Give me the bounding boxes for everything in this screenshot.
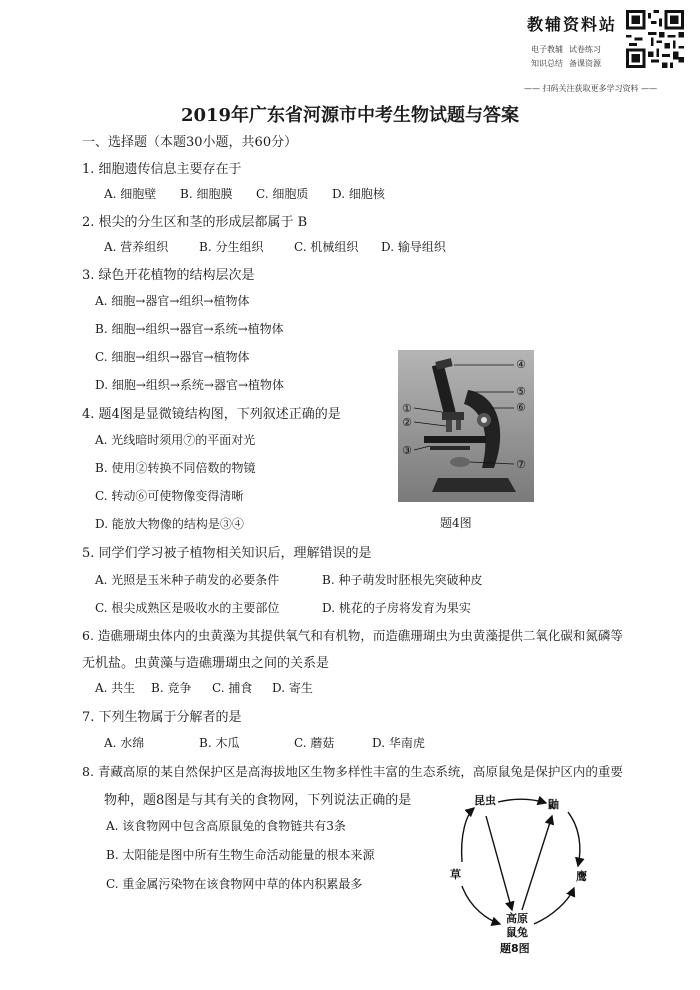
option: C. 捕食 xyxy=(212,681,253,695)
section-heading: 一、选择题（本题30小题，共60分） xyxy=(82,135,298,150)
option: C. 蘑菇 xyxy=(294,736,335,750)
option: A. 该食物网中包含高原鼠兔的食物链共有3条 xyxy=(106,819,346,833)
node-pika-line2: 鼠兔 xyxy=(506,926,528,939)
option: C. 细胞质 xyxy=(256,187,309,201)
figure4-caption: 题4图 xyxy=(440,516,472,530)
option: D. 华南虎 xyxy=(372,736,425,750)
option: D. 桃花的子房将发育为果实 xyxy=(322,601,471,615)
label-2: ② xyxy=(402,416,412,429)
option: B. 竞争 xyxy=(151,681,192,695)
question-stem: 6. 造礁珊瑚虫体内的虫黄藻为其提供氧气和有机物，而造礁珊瑚虫为虫黄藻提供二氧化碳和氮磷等 xyxy=(82,628,623,643)
node-bird: 鼬 xyxy=(548,798,559,811)
scan-note: —— 扫码关注获取更多学习资料 —— xyxy=(524,84,658,93)
option: C. 转动⑥可使物像变得清晰 xyxy=(95,489,244,503)
brand-tag: 电子教辅 xyxy=(531,45,563,54)
microscope-figure xyxy=(398,350,534,502)
page-title: 2019年广东省河源市中考生物试题与答案 xyxy=(180,105,520,126)
option: A. 共生 xyxy=(95,681,136,695)
option: A. 营养组织 xyxy=(104,240,169,254)
option: B. 细胞→组织→器官→系统→植物体 xyxy=(95,322,284,336)
question-stem: 5. 同学们学习被子植物相关知识后，理解错误的是 xyxy=(82,546,372,561)
option: A. 细胞壁 xyxy=(104,187,157,201)
option: B. 使用②转换不同倍数的物镜 xyxy=(95,461,256,475)
question-stem-continued: 物种，题8图是与其有关的食物网，下列说法正确的是 xyxy=(104,793,412,808)
question-stem: 4. 题4图是显微镜结构图，下列叙述正确的是 xyxy=(82,407,341,422)
food-web-figure xyxy=(440,790,600,955)
option: D. 寄生 xyxy=(272,681,313,695)
option: C. 细胞→组织→器官→植物体 xyxy=(95,350,250,364)
option: B. 太阳能是图中所有生物生命活动能量的根本来源 xyxy=(106,848,375,862)
option: D. 输导组织 xyxy=(381,240,446,254)
option: B. 细胞膜 xyxy=(180,187,233,201)
label-3: ③ xyxy=(402,444,412,457)
label-6: ⑥ xyxy=(516,401,526,414)
question-stem-continued: 无机盐。虫黄藻与造礁珊瑚虫之间的关系是 xyxy=(82,656,330,671)
option: A. 水绵 xyxy=(104,736,145,750)
option: B. 分生组织 xyxy=(199,240,264,254)
brand-tag: 知识总结 xyxy=(531,59,563,68)
node-pika-line1: 高原 xyxy=(506,912,528,925)
option: C. 机械组织 xyxy=(294,240,359,254)
brand-name: 教辅资料站 xyxy=(527,15,618,34)
option: D. 能放大物像的结构是③④ xyxy=(95,517,244,531)
label-7: ⑦ xyxy=(516,458,526,471)
option: C. 根尖成熟区是吸收水的主要部位 xyxy=(95,601,280,615)
label-1: ① xyxy=(402,402,412,415)
option: A. 光照是玉米种子萌发的必要条件 xyxy=(95,573,280,587)
question-stem: 3. 绿色开花植物的结构层次是 xyxy=(82,268,255,283)
brand-tag: 试卷练习 xyxy=(569,45,601,54)
node-grass: 草 xyxy=(450,868,461,881)
option: B. 种子萌发时胚根先突破种皮 xyxy=(322,573,483,587)
question-stem: 1. 细胞遗传信息主要存在于 xyxy=(82,162,242,177)
brand-tag: 备课资源 xyxy=(569,59,601,68)
option: A. 光线暗时须用⑦的平面对光 xyxy=(95,433,256,447)
option: D. 细胞核 xyxy=(332,187,385,201)
option: B. 木瓜 xyxy=(199,736,240,750)
question-stem: 2. 根尖的分生区和茎的形成层都属于 B xyxy=(82,215,308,230)
qr-code-icon xyxy=(626,10,684,68)
figure8-caption: 题8图 xyxy=(500,942,530,955)
node-eagle: 鹰 xyxy=(576,870,587,883)
option: C. 重金属污染物在该食物网中草的体内积累最多 xyxy=(106,877,363,891)
question-stem: 8. 青藏高原的某自然保护区是高海拔地区生物多样性丰富的生态系统，高原鼠兔是保护区内的重要 xyxy=(82,764,623,779)
label-5: ⑤ xyxy=(516,385,526,398)
question-stem: 7. 下列生物属于分解者的是 xyxy=(82,710,242,725)
option: D. 细胞→组织→系统→器官→植物体 xyxy=(95,378,285,392)
option: A. 细胞→器官→组织→植物体 xyxy=(95,294,250,308)
node-insect: 昆虫 xyxy=(474,794,496,807)
label-4: ④ xyxy=(516,358,526,371)
